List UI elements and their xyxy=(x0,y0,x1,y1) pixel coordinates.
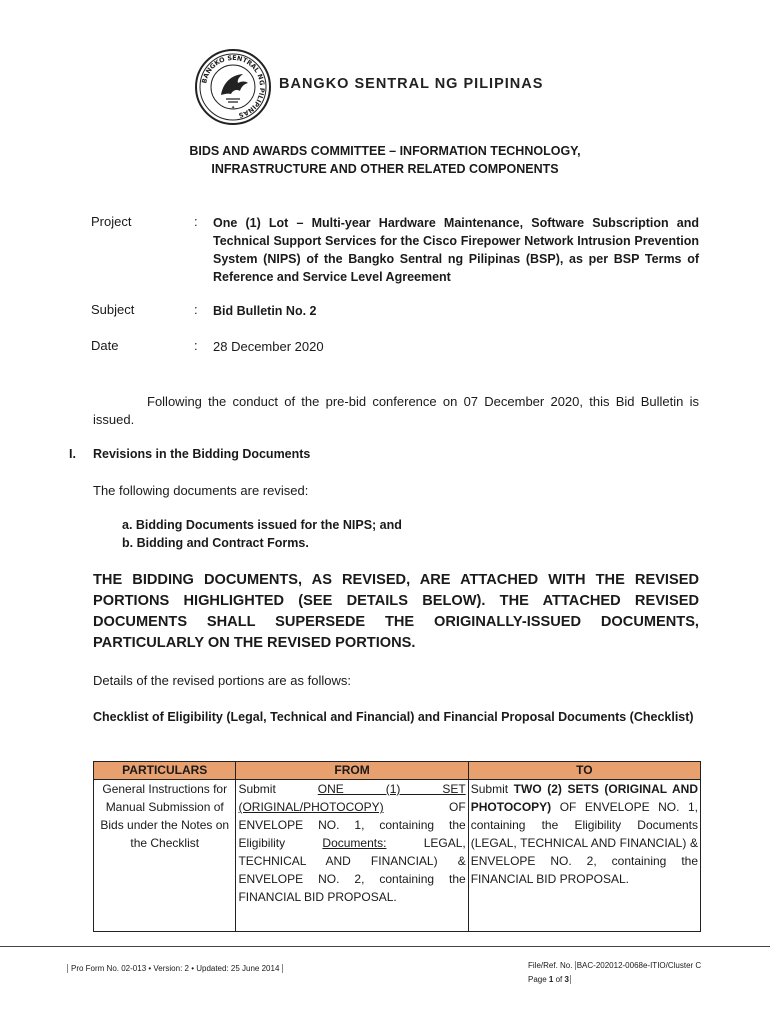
section-number: I. xyxy=(69,447,76,461)
header-to: TO xyxy=(468,762,700,780)
cell-particulars: General Instructions for Manual Submission of Bids under the Notes on the Checklist xyxy=(94,780,236,932)
footer-page-number: Page 1 of 3 xyxy=(528,975,569,984)
subject-value: Bid Bulletin No. 2 xyxy=(213,304,317,318)
checklist-title: Checklist of Eligibility (Legal, Technical and Financial) and Financial Proposal Documents (Checklist) xyxy=(93,710,694,724)
footer-form-info: Pro Form No. 02-013 • Version: 2 • Updated: 25 June 2014 xyxy=(67,964,283,973)
date-value: 28 December 2020 xyxy=(213,339,324,354)
revisions-table xyxy=(93,761,701,932)
cell-from: Submit ONE (1) SET (ORIGINAL/PHOTOCOPY) OF ENVELOPE NO. 1, containing the Eligibility Documents: LEGAL, TECHNICAL AND FINANCIAL) & ENVELOPE NO. 2, containing the FINANCIAL BID PROPOSAL. xyxy=(236,780,468,932)
date-colon: : xyxy=(194,338,198,353)
committee-heading xyxy=(0,142,770,178)
seal-text: BANGKO SENTRAL NG PILIPINAS xyxy=(200,53,267,120)
revised-doc-item: a. Bidding Documents issued for the NIPS; and xyxy=(122,518,402,532)
revised-doc-item: b. Bidding and Contract Forms. xyxy=(122,536,309,550)
section-title: Revisions in the Bidding Documents xyxy=(93,447,311,461)
cell-to: Submit TWO (2) SETS (ORIGINAL AND PHOTOCOPY) OF ENVELOPE NO. 1, containing the Eligibility Documents (LEGAL, TECHNICAL AND FINANCIAL) & ENVELOPE NO. 2, containing the FINANCIAL BID PROPOSAL. xyxy=(468,780,700,932)
project-value: One (1) Lot – Multi-year Hardware Maintenance, Software Subscription and Technical Support Services for the Cisco Firepower Network Intrusion Prevention System (NIPS) of the Bangko Sentral ng Pilipinas (BSP), as per BSP Terms of Reference and Service Level Agreement xyxy=(213,216,699,284)
svg-text:✦: ✦ xyxy=(231,105,236,111)
bank-name: BANGKO SENTRAL NG PILIPINAS xyxy=(279,76,544,92)
footer-divider xyxy=(0,946,770,947)
header-particulars: PARTICULARS xyxy=(94,762,236,780)
footer-ref: File/Ref. No. BAC-202012-0068e-ITIO/Cluster C xyxy=(528,961,702,970)
committee-line-1: BIDS AND AWARDS COMMITTEE – INFORMATION TECHNOLOGY, xyxy=(189,144,581,158)
subject-label: Subject xyxy=(91,302,135,317)
project-colon: : xyxy=(194,214,198,229)
details-intro: Details of the revised portions are as follows: xyxy=(93,673,351,688)
date-label: Date xyxy=(91,338,119,353)
subject-colon: : xyxy=(194,302,198,317)
intro-paragraph: Following the conduct of the pre-bid conference on 07 December 2020, this Bid Bulletin is issued. xyxy=(93,394,699,427)
header-from: FROM xyxy=(236,762,468,780)
committee-line-2: INFRASTRUCTURE AND OTHER RELATED COMPONENTS xyxy=(211,162,559,176)
table-row xyxy=(94,780,701,932)
bsp-seal-logo xyxy=(193,47,273,127)
project-label: Project xyxy=(91,214,132,229)
table-header-row xyxy=(94,762,701,780)
revised-docs-intro: The following documents are revised: xyxy=(93,483,309,498)
supersede-notice: THE BIDDING DOCUMENTS, AS REVISED, ARE ATTACHED WITH THE REVISED PORTIONS HIGHLIGHTED (SEE DETAILS BELOW). THE ATTACHED REVISED DOCUMENTS SHALL SUPERSEDE THE ORIGINALLY-ISSUED DOCUMENTS, PARTICULARLY ON THE REVISED PORTIONS. xyxy=(93,572,699,651)
footer-ref-value: BAC-202012-0068e-ITIO/Cluster C xyxy=(576,961,702,970)
